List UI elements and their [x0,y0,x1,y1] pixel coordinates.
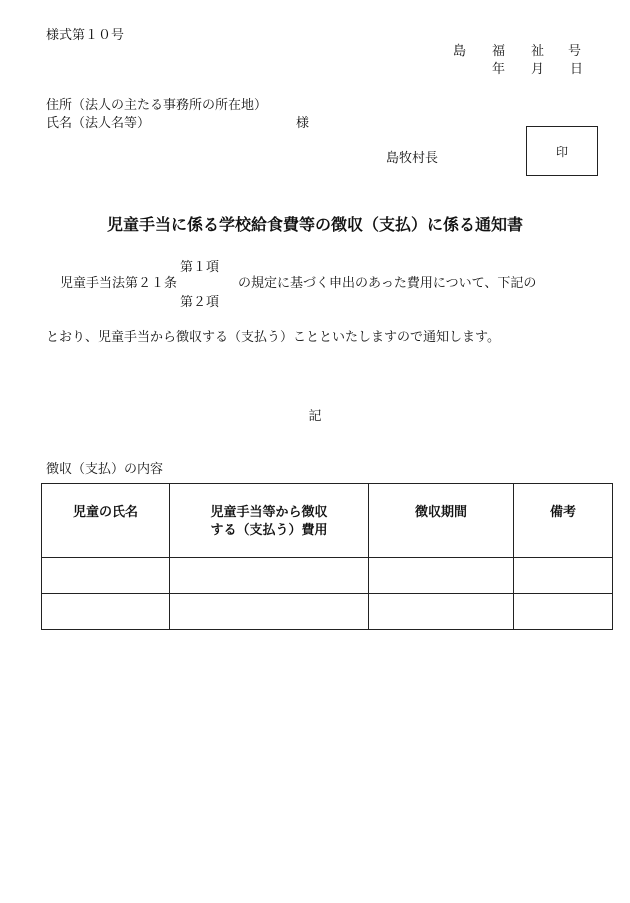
header-collection-period [369,484,514,558]
table-cell [514,558,613,594]
detail-table [41,483,613,630]
clause-1: 第１項 [180,260,220,275]
doc-number-suffix: 号 [568,44,582,59]
header-child-name [42,484,170,558]
body-text-line1: の規定に基づく申出のあった費用について、下記の [238,276,537,291]
table-row [42,558,613,594]
header-line: 児童手当等から徴収 [210,505,328,520]
table-header-row [42,484,613,558]
clause-2: 第２項 [180,295,220,310]
doc-number-category: 福 [492,44,506,59]
table-row [42,594,613,630]
seal-label: 印 [555,144,568,159]
sender-title: 島牧村長 [386,151,439,166]
body-text-line2: とおり、児童手当から徴収する（支払う）ことといたしますので通知します。 [46,330,500,345]
header-line: する（支払う）費用 [210,523,328,538]
table-cell [514,594,613,630]
table-cell [42,558,170,594]
table-cell [369,558,514,594]
recipient-honorific: 様 [296,116,310,131]
doc-number-division: 祉 [531,44,545,59]
seal-box [526,126,598,176]
form-number: 様式第１０号 [46,28,125,43]
ki-heading: 記 [308,409,322,424]
header-collection-cost [170,484,369,558]
recipient-address-label: 住所（法人の主たる事務所の所在地） [46,98,268,113]
header-remarks [514,484,613,558]
table-cell [170,594,369,630]
doc-number-office: 島 [453,44,467,59]
document-title: 児童手当に係る学校給食費等の徴収（支払）に係る通知書 [106,215,523,234]
table-cell [42,594,170,630]
header-line: 備考 [549,505,576,520]
table-cell [170,558,369,594]
date-month: 月 [531,62,545,77]
header-line: 児童の氏名 [72,505,138,520]
date-year: 年 [492,62,506,77]
recipient-name-label: 氏名（法人名等） [46,116,151,131]
header-line: 徴収期間 [414,505,467,520]
date-day: 日 [570,62,584,77]
table-cell [369,594,514,630]
table-caption: 徴収（支払）の内容 [46,462,164,477]
law-name: 児童手当法第２１条 [60,276,178,291]
